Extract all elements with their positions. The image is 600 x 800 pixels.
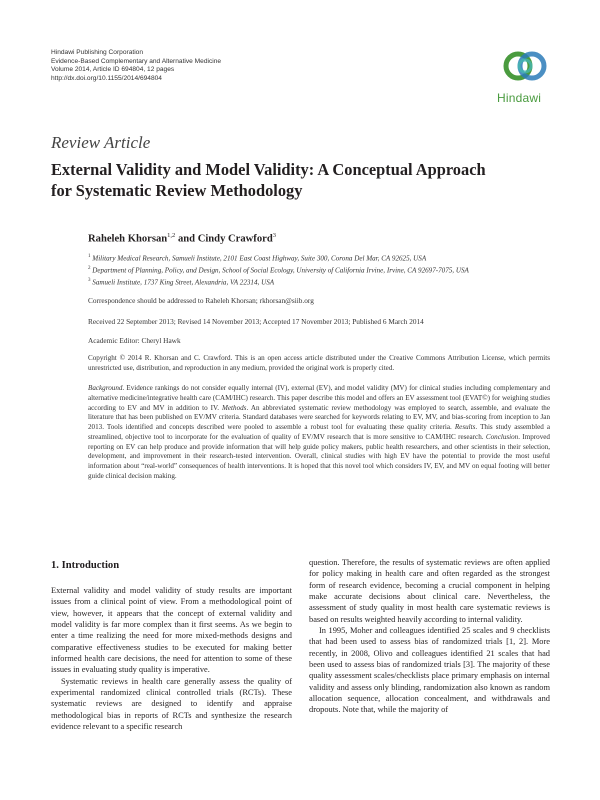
affiliation-1: $^1$ Military Medical Research, Samueli Institute, 2101 East Coast Highway, Suite 300, Corona Del Mar, CA 92625, USA [88, 254, 427, 263]
correspondence: Correspondence should be addressed to Raheleh Khorsan; rkhorsan@siib.org [88, 296, 314, 305]
title-line-2: for Systematic Review Methodology [51, 181, 303, 200]
journal-meta [51, 49, 221, 83]
affiliation-2: $^2$ Department of Planning, Policy, and Design, School of Social Ecology, University of California Irvine, Irvine, CA 92697-7075, USA [88, 265, 469, 275]
affiliations [88, 252, 469, 288]
author-list [88, 232, 276, 245]
author-1: Raheleh Khorsan [88, 233, 168, 245]
intro-paragraph-2: Systematic reviews in health care generally assess the quality of experimental randomized clinical controlled trials (RCTs). These systematic reviews are designed to identify and appraise methodological bias in reports of RCTs and synthesize the research evidence relevant to a specific research [51, 676, 292, 732]
abstract-conclusion-label: Conclusion [485, 432, 519, 441]
abstract-results-label: Results [454, 423, 476, 431]
abstract-conclusion: . Improved reporting on EV can help produce and provide information that will help guide policy makers, public health researchers, and other scientists in their selection, development, and improvement in their research-tested intervention. Overall, clinical studies with high EV have the potential to provide the most useful information about “real-world” consequences of health interventions. It is hoped that this novel tool which considers IV, EV, and MV on equal footing will better guide clinical decision making. [88, 432, 550, 480]
article-type: Review Article [51, 133, 151, 152]
body-column-left [51, 585, 292, 732]
section-heading-introduction: 1. Introduction [51, 560, 120, 571]
paper-title [51, 159, 571, 201]
abstract-background-label: Background [88, 384, 123, 392]
intro-paragraph-4: In 1995, Moher and colleagues identified 25 scales and 9 checklists that had been used to assess bias of randomized trials [1, 2]. More recently, in 2008, Olivo and colleagues identified 21 scales that had been used to assess bias of randomized trials [3]. The majority of these quality assessment scales/checklists place primary emphasis on internal validity and assess only blinding, randomization also known as random allocation sequence, allocation concealment, and withdrawals and dropouts. Note that, while the majority of [309, 626, 550, 715]
author-joiner: and [175, 233, 198, 245]
publisher-name: Hindawi Publishing Corporation [51, 49, 143, 56]
abstract-results: . This study assembled a streamlined, objective tool to incorporate for the evaluation of quality of EV/MV research that is more sensitive to CAM/IHC research. [88, 423, 550, 441]
publication-dates: Received 22 September 2013; Revised 14 November 2013; Accepted 17 November 2013; Published 6 March 2014 [88, 317, 424, 326]
intro-paragraph-1: External validity and model validity of study results are important issues from a clinical point of view. From a methodological point of view, however, it appears that the concept of external validity and model validity is far more complex than it first seems. As we begin to enter a time realizing the need for more mixed-methods designs and comparative effectiveness studies to be executed for making better informed health care decisions, the need for attention to some of these issues in evaluating study quality is imperative. [51, 586, 292, 675]
author-2-affil: 3 [272, 232, 276, 239]
intro-paragraph-3: question. Therefore, the results of systematic reviews are often applied for policy making in health care and often regarded as the strongest form of research evidence, becoming a crucial component in helping make accurate decisions about clinical care. Nevertheless, the assessment of study quality in most health care systematic reviews is based on results weighted heavily according to internal validity. [309, 558, 550, 624]
journal-name: Evidence-Based Complementary and Alternative Medicine [51, 57, 222, 65]
abstract [88, 384, 550, 482]
affiliation-3: $^3$ Samueli Institute, 1737 King Street, Alexandria, VA 22314, USA [88, 277, 275, 287]
title-line-1: External Validity and Model Validity: A Conceptual Approach [51, 160, 486, 179]
doi-link[interactable]: http://dx.doi.org/10.1155/2014/694804 [51, 74, 162, 82]
body-column-right [309, 557, 550, 716]
volume-line: Volume 2014, Article ID 694804, 12 pages [51, 66, 175, 74]
abstract-background: . Evidence rankings do not consider equally internal (IV), external (EV), and model validity (MV) for clinical studies including complementary and alternative medicine/integrative health care (CAM/IHC) research. This paper describe this model and offers an EV assessment tool (EVAT©) for weighing studies according to EV and MV in addition to IV. [88, 384, 550, 412]
abstract-methods: . An abbreviated systematic review methodology was employed to search, assemble, and evaluate the literature that has been published on EV/MV criteria. Standard databases were searched for keywords relating to EV, MV, and bias-scoring from inception to Jan 2013. Tools identified and concepts described were pooled to assemble a robust tool for evaluating these quality criteria. [88, 403, 550, 431]
author-2: Cindy Crawford [197, 233, 273, 245]
author-1-affil: 1,2 [167, 232, 176, 239]
academic-editor: Academic Editor: Cheryl Hawk [88, 336, 181, 345]
copyright-notice: Copyright © 2014 R. Khorsan and C. Crawford. This is an open access article distributed under the Creative Commons Attribution License, which permits unrestricted use, distribution, and reproduction in any medium, provided the original work is properly cited. [88, 354, 550, 372]
abstract-methods-label: Methods [222, 403, 247, 412]
hindawi-logo-text: Hindawi [497, 91, 542, 105]
